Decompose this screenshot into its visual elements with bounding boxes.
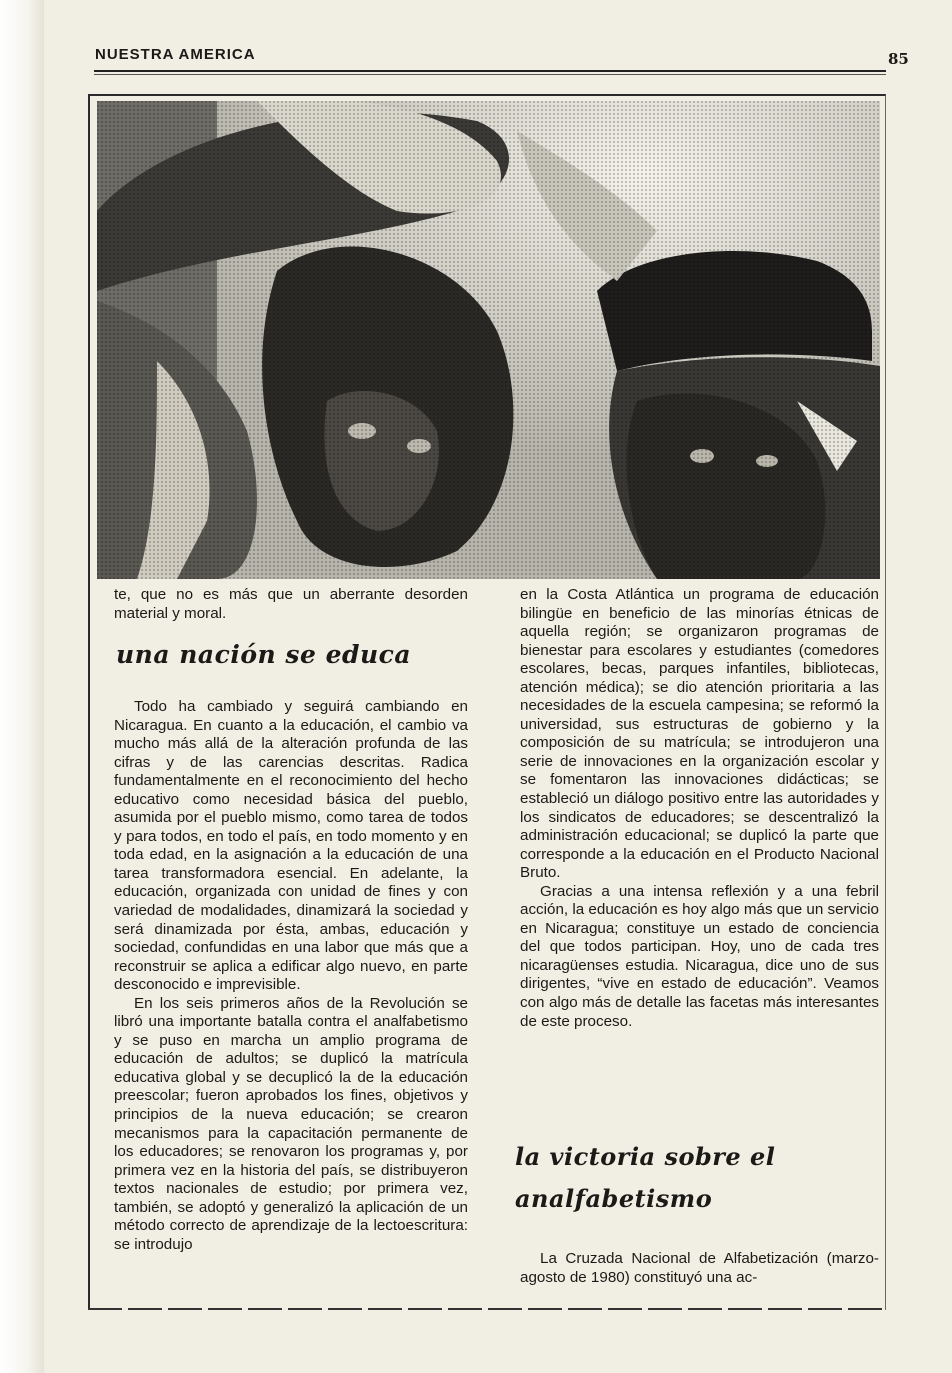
right-column-closing xyxy=(520,1250,879,1287)
header-rule xyxy=(94,70,886,72)
section-heading-nacion: una nación se educa xyxy=(116,640,412,669)
scanner-margin xyxy=(0,0,44,1373)
paragraph: en la Costa Atlántica un programa de educación bilingüe en beneficio de las minorías étnicas de aquella región; se organizaron programas de bienestar para escolares y estudiantes (comedores escolares, becas, parques infantiles, bibliotecas, atención médica); se dio atención prioritaria a las necesidades de la escuela campesina; se reformó la universidad, sus estructuras de gobierno y la composición de su matrícula; se introdujeron una serie de innovaciones en la organización escolar y se fomentaron las innovaciones didácticas; se estableció un diálogo positivo entre las autoridades y los sindicatos de educadores; se descentralizó la administración educacional; se duplicó la parte que corresponde a la educación en el Producto Nacional Bruto. xyxy=(520,586,879,882)
section-heading-analfabetismo xyxy=(515,1136,835,1220)
paragraph: Gracias a una intensa reflexión y a una febril acción, la educación es hoy algo más que un servicio en Nicaragua; constituye un estado de conciencia del que todos participan. Hoy, uno de cada tres nicaragüenses estudia. Nicaragua, dice uno de sus dirigentes, “vive en estado de educación”. Veamos con algo más de detalle las facetas más interesantes de este proceso. xyxy=(520,882,879,1030)
left-column-intro xyxy=(114,586,468,623)
intro-paragraph: te, que no es más que un aberrante desorden material y moral. xyxy=(114,586,468,622)
page-number: 85 xyxy=(888,50,909,68)
bottom-rule xyxy=(88,1308,888,1310)
paragraph: Todo ha cambiado y seguirá cambiando en Nicaragua. En cuanto a la educación, el cambio va mucho más allá de la alteración profunda de las cifras y de las carencias descritas. Radica fundamentalmente en el reconocimiento del hecho educativo como necesidad básica del pueblo, asumida por el pueblo mismo, como tarea de todos y para todos, en todo el país, en todo momento y en toda edad, en la asignación a la educación de una tarea transformadora esencial. En adelante, la educación, organizada con unidad de fines y con variedad de modalidades, dinamizará la sociedad y será dinamizada por ésta, ambas, educación y sociedad, confundidas en una labor que más que a reconstruir se aplica a edificar algo nuevo, en parte desconocido e imprevisible. xyxy=(114,698,468,994)
running-head: NUESTRA AMERICA xyxy=(95,46,256,63)
heading-line: la victoria sobre el xyxy=(515,1142,776,1171)
header-rule-thin xyxy=(94,74,886,75)
right-column-body xyxy=(520,586,879,1031)
article-photo xyxy=(97,101,880,579)
heading-line: analfabetismo xyxy=(515,1184,713,1213)
photo-two-children-with-hats-icon xyxy=(97,101,880,579)
paragraph: En los seis primeros años de la Revolución se libró una importante batalla contra el analfabetismo y se puso en marcha un amplio programa de educación de adultos; se duplicó la matrícula educativa global y se decuplicó la de la educación preescolar; fueron aprobados los fines, objetivos y principios de la nueva educación; se crearon mecanismos para la capacitación permanente de los educadores; se renovaron los programas y, por primera vez en la historia del país, se distribuyeron textos nacionales de estudio; por primera vez, también, se adoptó y generalizó la aplicación de un método correcto de aprendizaje de la lectoescritura: se introdujo xyxy=(114,994,468,1253)
left-column-body xyxy=(114,698,468,1254)
paragraph: La Cruzada Nacional de Alfabetización (marzo-agosto de 1980) constituyó una ac- xyxy=(520,1250,879,1286)
